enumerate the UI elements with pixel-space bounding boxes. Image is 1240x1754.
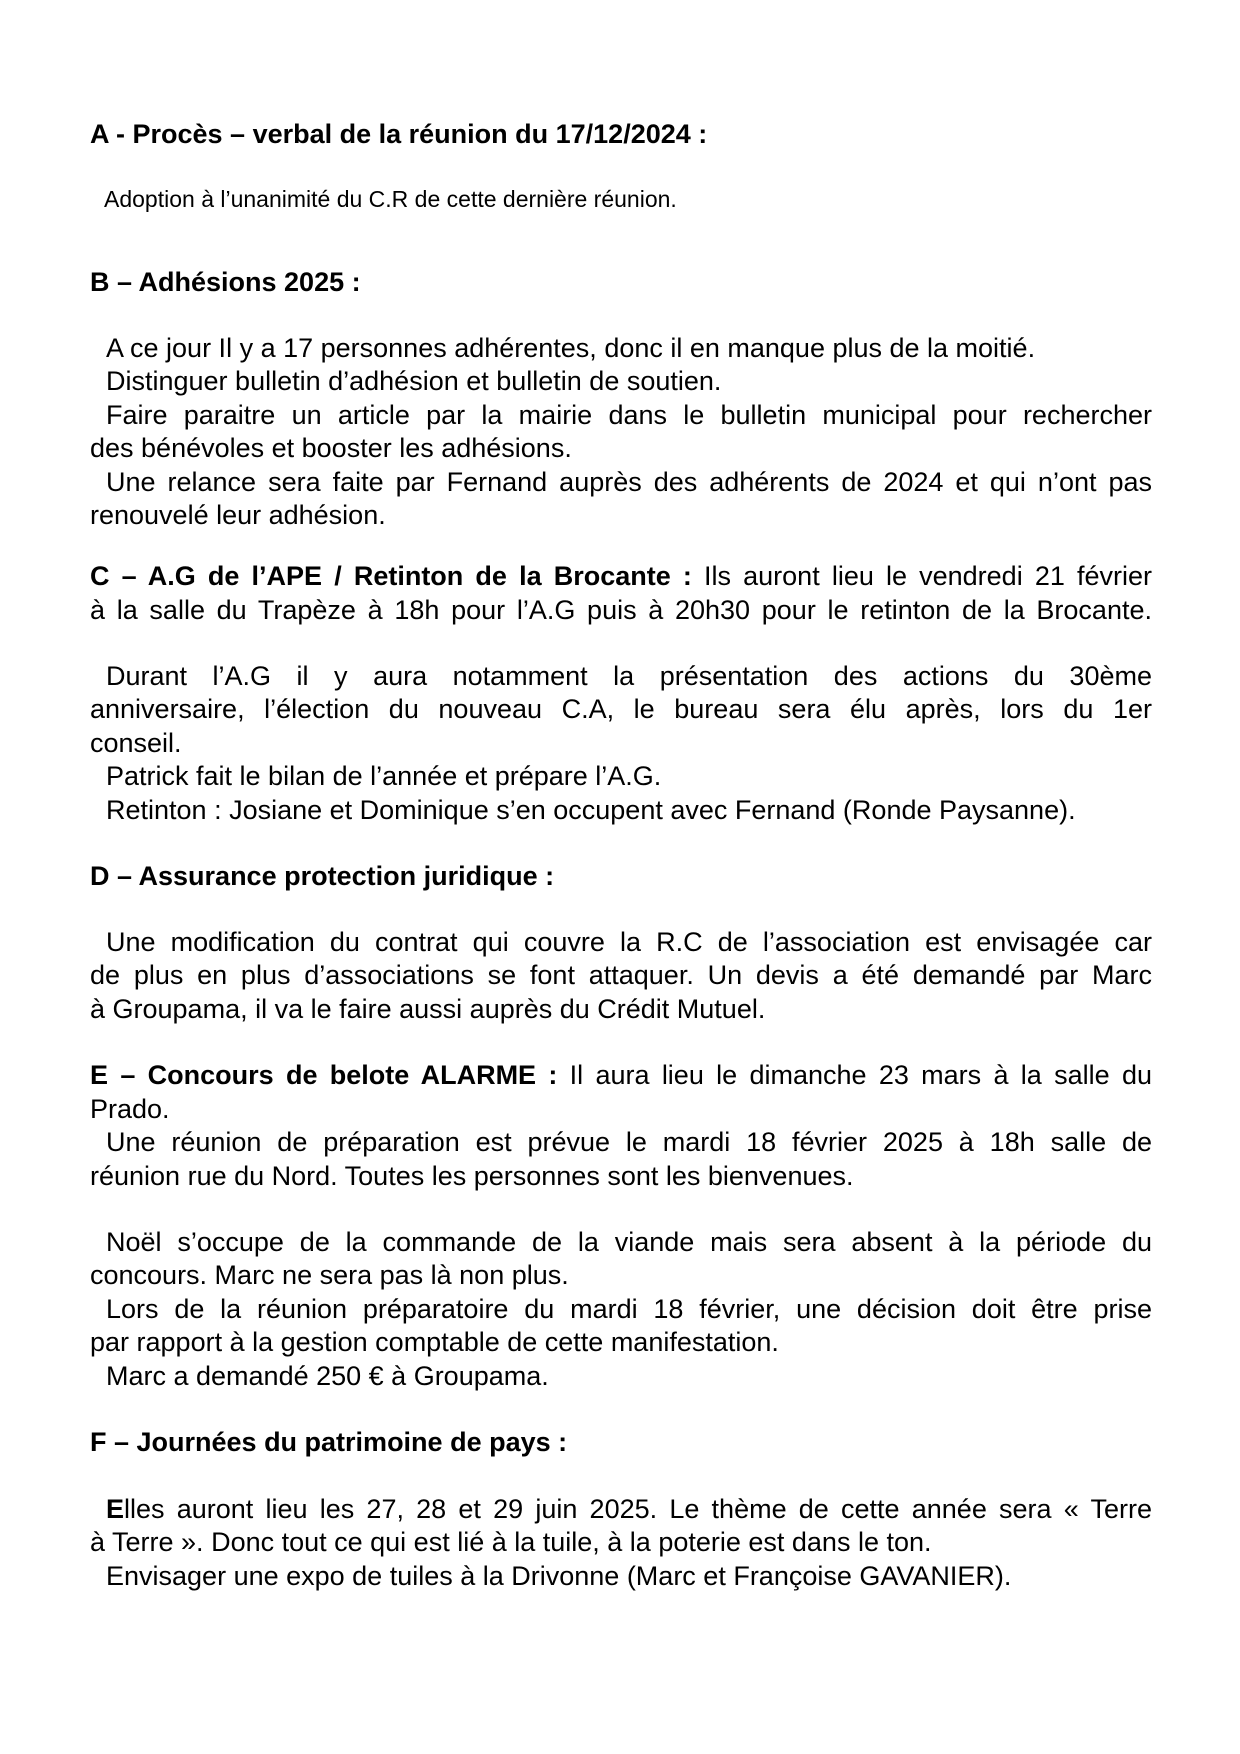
section-a-heading: A - Procès – verbal de la réunion du 17/12/2024 : <box>90 119 708 149</box>
section-b-line-6: renouvelé leur adhésion. <box>90 500 386 530</box>
section-f-initial: E <box>106 1494 125 1524</box>
section-f-heading: F – Journées du patrimoine de pays : <box>90 1427 568 1457</box>
section-e-first-line <box>90 1059 1152 1091</box>
section-b-heading: B – Adhésions 2025 : <box>90 267 361 297</box>
section-c-line-3: Durant l’A.G il y aura notamment la présentation des actions du 30ème <box>106 661 1152 691</box>
section-b-line-5: Une relance sera faite par Fernand auprès des adhérents de 2024 et qui n’ont pas <box>106 467 1152 497</box>
section-f-line-2: à Terre ». Donc tout ce qui est lié à la tuile, à la poterie est dans le ton. <box>90 1527 932 1557</box>
section-d-heading: D – Assurance protection juridique : <box>90 861 555 891</box>
section-e-line-9: Marc a demandé 250 € à Groupama. <box>106 1361 549 1391</box>
section-e-line-6: concours. Marc ne sera pas là non plus. <box>90 1260 569 1290</box>
section-f-line-3: Envisager une expo de tuiles à la Drivonne (Marc et Françoise GAVANIER). <box>106 1561 1012 1591</box>
section-b-line-3: Faire paraitre un article par la mairie dans le bulletin municipal pour rechercher <box>106 400 1152 430</box>
section-c-heading-rest: Ils auront lieu le vendredi 21 février <box>691 561 1152 591</box>
section-b-line-2: Distinguer bulletin d’adhésion et bulletin de soutien. <box>106 366 722 396</box>
section-c-line-6: Patrick fait le bilan de l’année et prépare l’A.G. <box>106 761 662 791</box>
section-d-line-3: à Groupama, il va le faire aussi auprès du Crédit Mutuel. <box>90 994 766 1024</box>
section-e-heading: E – Concours de belote ALARME : <box>90 1060 558 1090</box>
section-d-line-2: de plus en plus d’associations se font attaquer. Un devis a été demandé par Marc <box>90 960 1152 990</box>
section-b-line-1: A ce jour Il y a 17 personnes adhérentes, donc il en manque plus de la moitié. <box>106 333 1036 363</box>
section-d-line-1: Une modification du contrat qui couvre la R.C de l’association est envisagée car <box>106 927 1152 957</box>
section-e-line-5: Noël s’occupe de la commande de la viande mais sera absent à la période du <box>106 1227 1152 1257</box>
section-e-line-3: Une réunion de préparation est prévue le mardi 18 février 2025 à 18h salle de <box>106 1127 1152 1157</box>
section-f-line-1-rest: lles auront lieu les 27, 28 et 29 juin 2025. Le thème de cette année sera « Terre <box>124 1494 1152 1524</box>
section-c-line-7: Retinton : Josiane et Dominique s’en occupent avec Fernand (Ronde Paysanne). <box>106 795 1076 825</box>
section-e-line-4: réunion rue du Nord. Toutes les personnes sont les bienvenues. <box>90 1161 854 1191</box>
section-b-line-4: des bénévoles et booster les adhésions. <box>90 433 572 463</box>
section-a-text: Adoption à l’unanimité du C.R de cette dernière réunion. <box>104 186 677 212</box>
section-e-line-2: Prado. <box>90 1094 170 1124</box>
section-c-line-4: anniversaire, l’élection du nouveau C.A, le bureau sera élu après, lors du 1er <box>90 694 1152 724</box>
section-c-heading: C – A.G de l’APE / Retinton de la Brocante : <box>90 561 692 591</box>
section-e-line-8: par rapport à la gestion comptable de cette manifestation. <box>90 1327 779 1357</box>
section-e-heading-rest: Il aura lieu le dimanche 23 mars à la salle du <box>557 1060 1152 1090</box>
section-c-line-5: conseil. <box>90 728 182 758</box>
section-c-line-2: à la salle du Trapèze à 18h pour l’A.G puis à 20h30 pour le retinton de la Brocante. <box>90 595 1152 625</box>
section-c-first-line <box>90 560 1152 592</box>
section-e-line-7: Lors de la réunion préparatoire du mardi 18 février, une décision doit être prise <box>106 1294 1152 1324</box>
section-f-line-1 <box>106 1493 1152 1525</box>
